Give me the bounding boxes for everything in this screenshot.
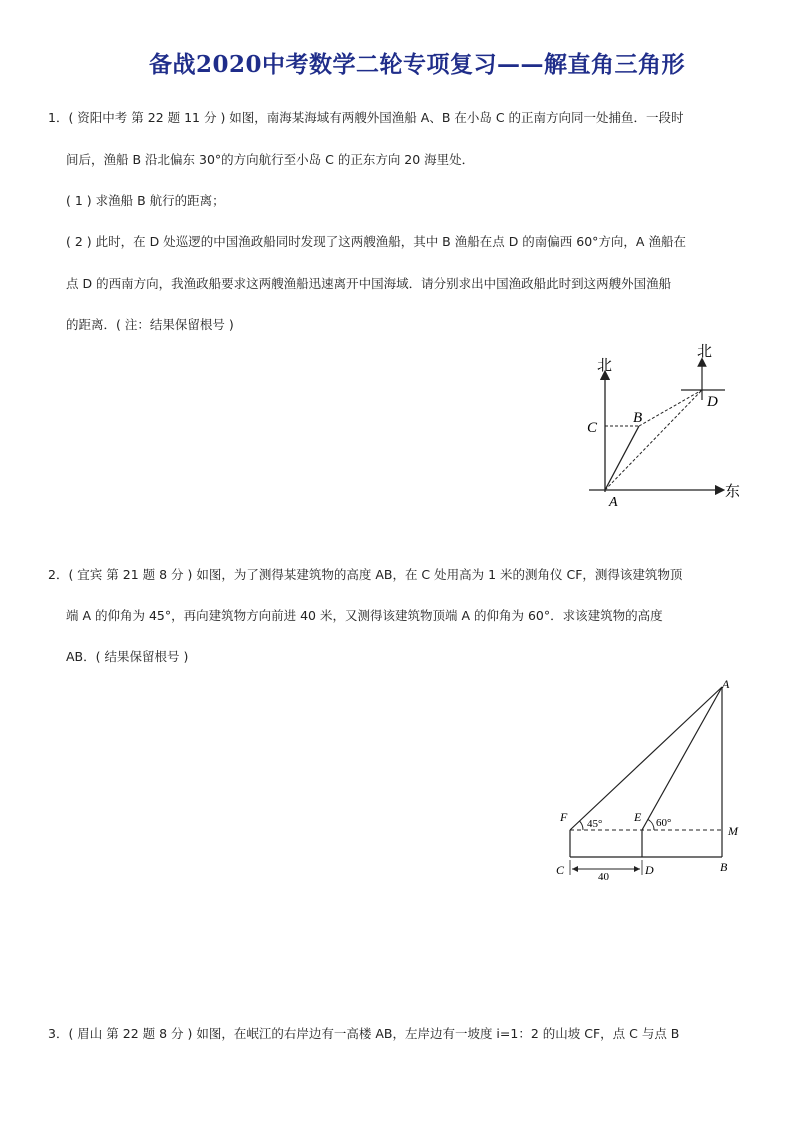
label-c: C (556, 863, 565, 877)
problem2-line-1: 2．( 宜宾 第 21 题 8 分 ) 如图，为了测得某建筑物的高度 AB，在 C 处用高为 1 米的测角仪 CF，测得该建筑物顶 (48, 567, 683, 582)
angle-arc-45 (580, 821, 584, 830)
label-d: D (645, 863, 654, 877)
segment-ad (605, 390, 702, 490)
problem1-line-5: 点 D 的西南方向，我渔政船要求这两艘渔船迅速离开中国海域．请分别求出中国渔政船此时到这两艘外国渔船 (66, 276, 672, 291)
segment-ea (642, 687, 722, 830)
problem1-line-4: ( 2 ) 此时，在 D 处巡逻的中国渔政船同时发现了这两艘渔船，其中 B 渔船在点 D 的南偏西 60°方向，A 渔船在 (66, 234, 686, 249)
problem1-line-1: 1．( 资阳中考 第 22 题 11 分 ) 如图，南海某海域有两艘外国渔船 A、B 在小岛 C 的正南方向同一处捕鱼．一段时 (48, 110, 684, 125)
label-d: D (707, 394, 718, 410)
label-north-2: 北 (697, 344, 713, 360)
label-c: C (587, 420, 598, 436)
label-east: 东 (725, 484, 741, 500)
problem2-line-3: AB．( 结果保留根号 ) (66, 649, 189, 664)
problem3-line-1: 3．( 眉山 第 22 题 8 分 ) 如图，在岷江的右岸边有一高楼 AB，左岸边有一坡度 i=1：2 的山坡 CF，点 C 与点 B (48, 1026, 680, 1041)
page-title: 备战2020中考数学二轮专项复习——解直角三角形 (148, 51, 685, 78)
segment-fa (570, 687, 722, 830)
problem2-line-2: 端 A 的仰角为 45°，再向建筑物方向前进 40 米，又测得该建筑物顶端 A 的仰角为 60°．求该建筑物的高度 (66, 608, 663, 623)
label-b: B (720, 860, 728, 874)
problem1-line-3: ( 1 ) 求渔船 B 航行的距离； (66, 193, 225, 208)
segment-bd (639, 390, 702, 426)
label-m: M (728, 824, 738, 838)
label-north-1: 北 (597, 358, 613, 374)
problem1-line-6: 的距离．( 注：结果保留根号 ) (66, 317, 234, 332)
segment-ab (605, 426, 639, 490)
label-e: E (634, 810, 642, 824)
figure-1 (575, 340, 755, 515)
label-angle-45: 45° (587, 818, 603, 830)
angle-arc-60 (648, 820, 654, 831)
label-a: A (722, 677, 730, 691)
problem1-line-2: 间后，渔船 B 沿北偏东 30°的方向航行至小岛 C 的正东方向 20 海里处． (66, 152, 475, 167)
label-b: B (633, 410, 643, 426)
label-a: A (609, 495, 618, 510)
label-distance: 40 (598, 871, 609, 883)
label-angle-60: 60° (656, 817, 672, 829)
figure-2 (550, 675, 750, 885)
label-f: F (560, 810, 568, 824)
